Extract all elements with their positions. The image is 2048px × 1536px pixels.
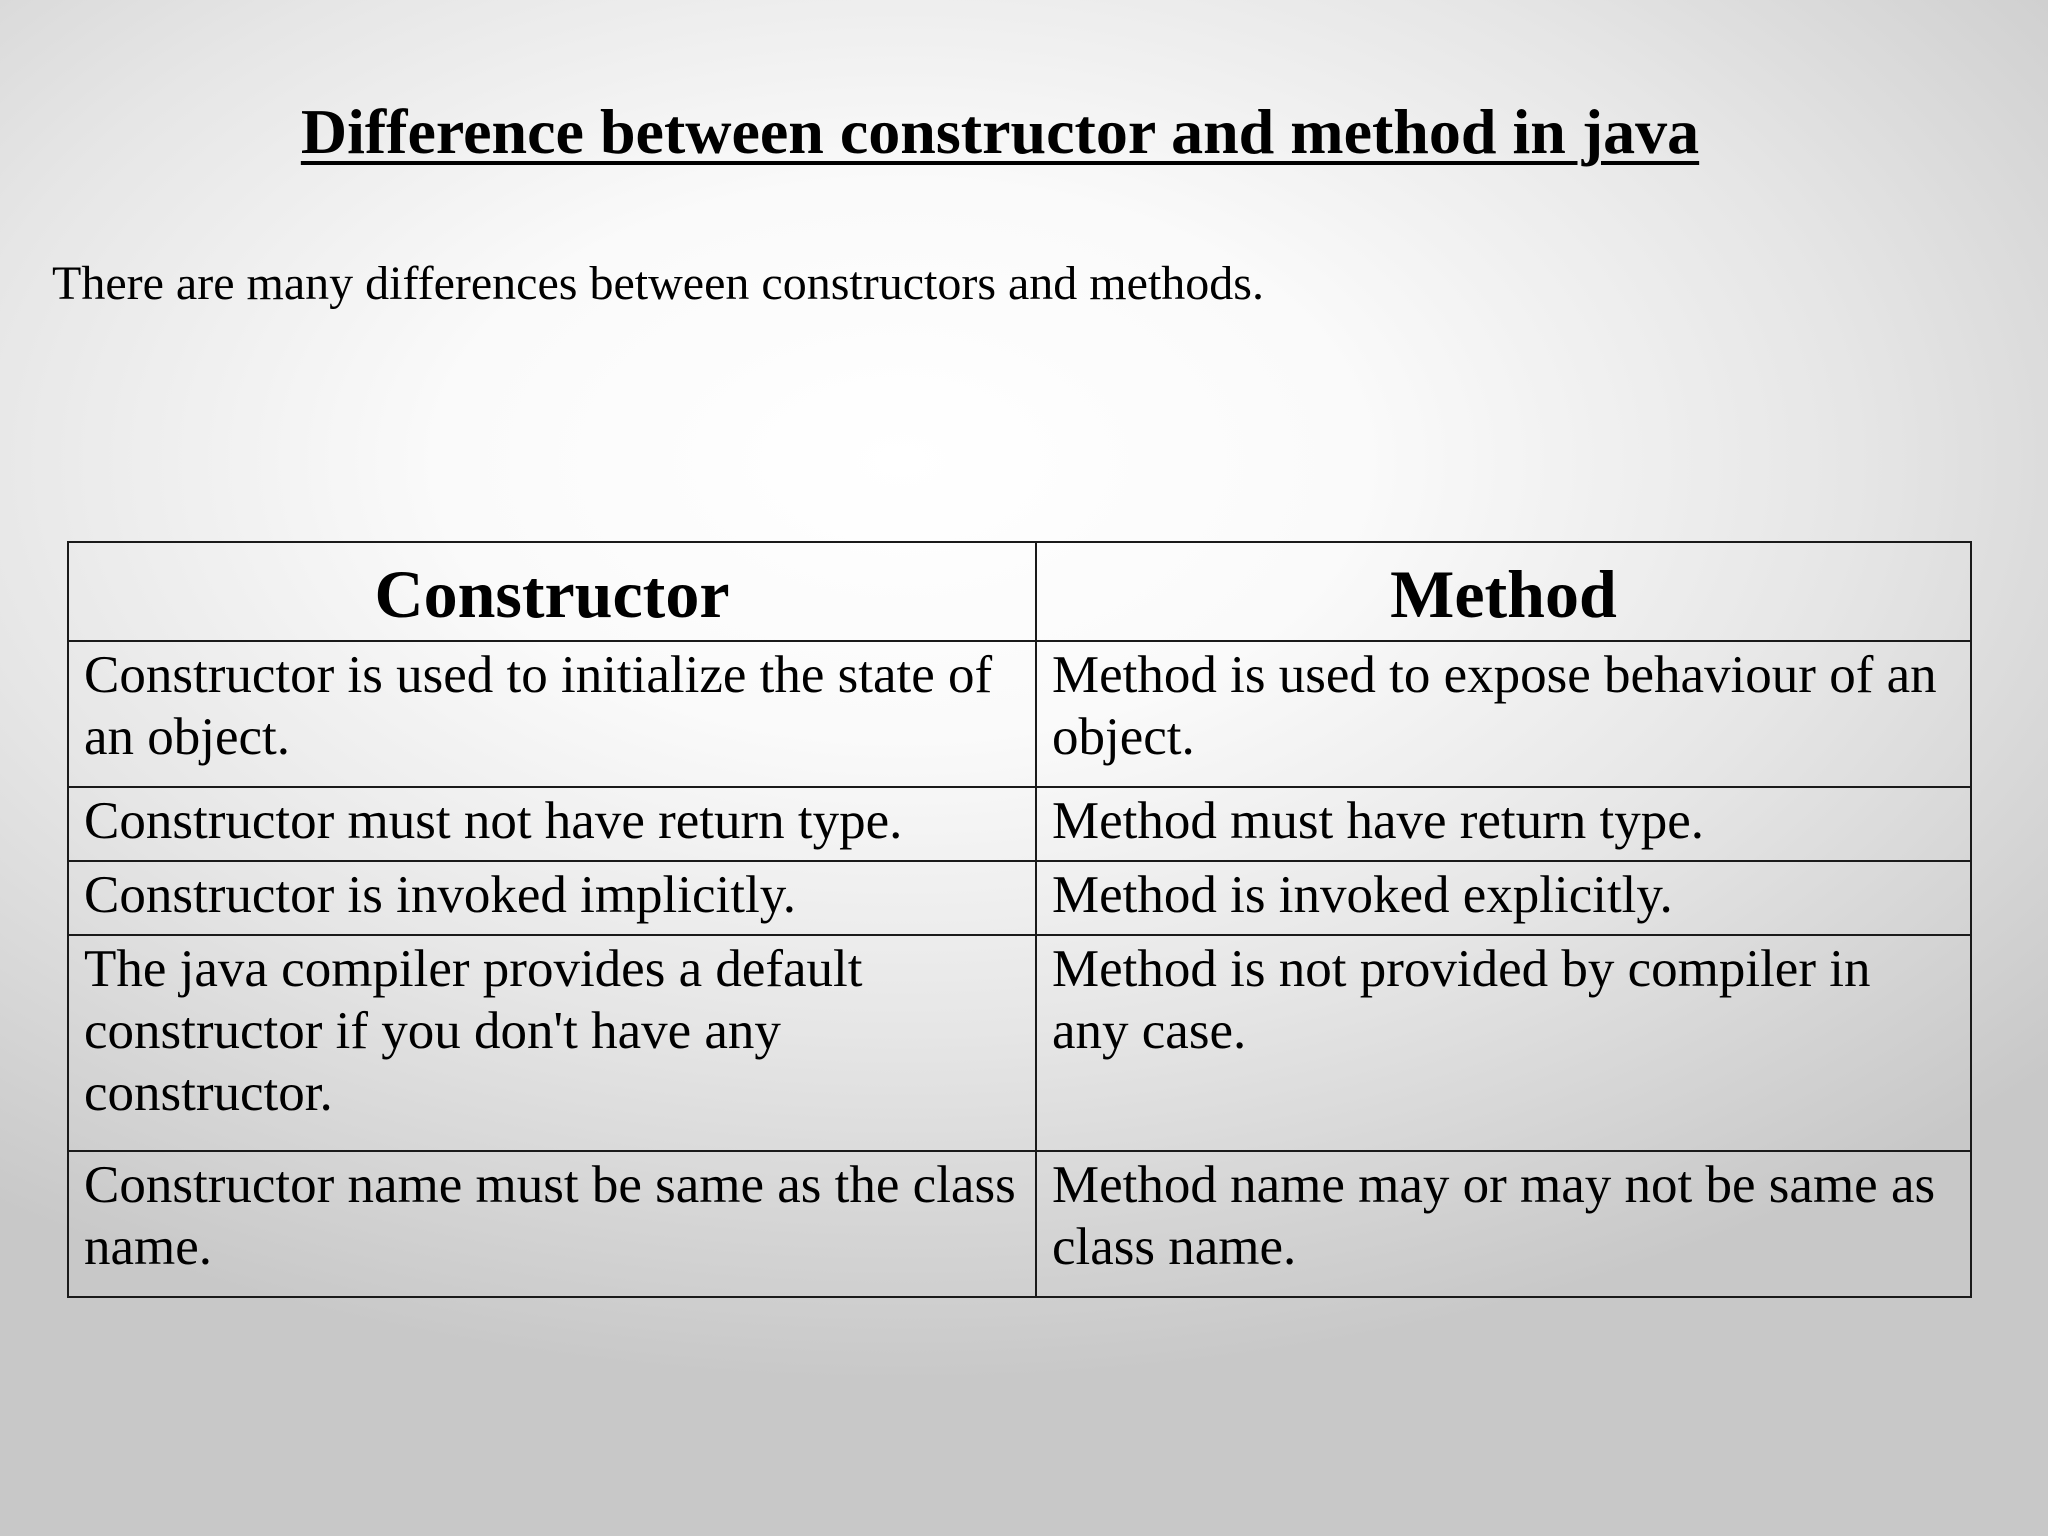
constructor-cell: Constructor is invoked implicitly.	[68, 861, 1036, 935]
constructor-cell: The java compiler provides a default constructor if you don't have any constructor.	[68, 935, 1036, 1151]
method-cell: Method is used to expose behaviour of an object.	[1036, 641, 1971, 787]
constructor-cell: Constructor is used to initialize the state of an object.	[68, 641, 1036, 787]
method-cell: Method is invoked explicitly.	[1036, 861, 1971, 935]
table-row	[68, 641, 1971, 787]
method-cell: Method must have return type.	[1036, 787, 1971, 861]
intro-text: There are many differences between constructors and methods.	[52, 257, 1264, 310]
constructor-cell: Constructor must not have return type.	[68, 787, 1036, 861]
table-row	[68, 935, 1971, 1151]
table-row	[68, 861, 1971, 935]
header-method: Method	[1036, 542, 1971, 641]
comparison-table	[67, 541, 1972, 1298]
table-row	[68, 787, 1971, 861]
slide-title: Difference between constructor and method in java	[300, 96, 1700, 167]
table-header-row	[68, 542, 1971, 641]
table-row	[68, 1151, 1971, 1297]
method-cell: Method name may or may not be same as class name.	[1036, 1151, 1971, 1297]
header-constructor: Constructor	[68, 542, 1036, 641]
method-cell: Method is not provided by compiler in any case.	[1036, 935, 1971, 1151]
constructor-cell: Constructor name must be same as the class name.	[68, 1151, 1036, 1297]
